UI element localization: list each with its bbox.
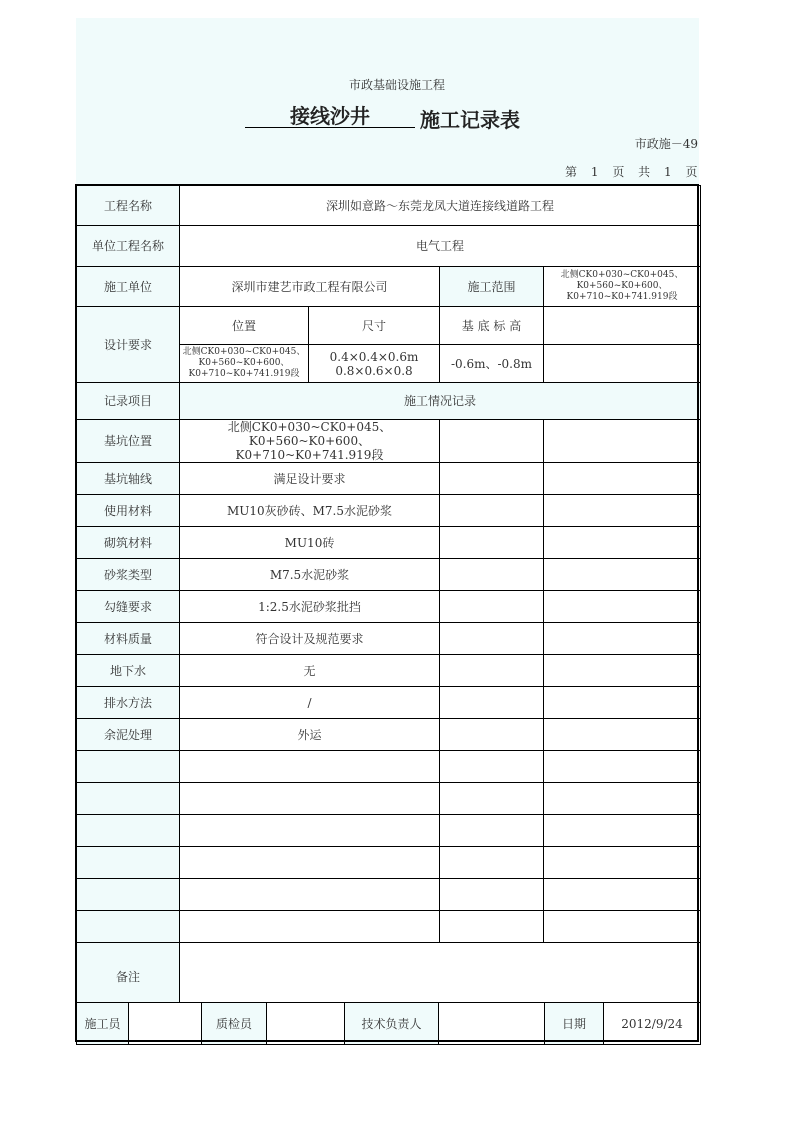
empty-cell <box>180 879 440 911</box>
record-value: / <box>180 687 440 719</box>
empty-cell <box>440 815 544 847</box>
table-row <box>77 559 701 591</box>
design-base-value: -0.6m、-0.8m <box>440 345 544 383</box>
empty-cell <box>440 911 544 943</box>
table-row <box>77 495 701 527</box>
empty-cell <box>180 911 440 943</box>
record-extra-2 <box>544 527 701 559</box>
record-label: 材料质量 <box>77 623 180 655</box>
page-total-prefix: 共 <box>638 165 651 179</box>
design-col-size: 尺寸 <box>309 307 440 345</box>
tech-label: 技术负责人 <box>345 1003 439 1045</box>
contractor-label: 施工单位 <box>77 267 180 307</box>
empty-cell <box>544 879 701 911</box>
record-label: 勾缝要求 <box>77 591 180 623</box>
project-name-label: 工程名称 <box>77 186 180 226</box>
unit-row <box>77 226 701 267</box>
design-col-empty <box>544 307 701 345</box>
empty-row <box>77 911 701 943</box>
record-value: 无 <box>180 655 440 687</box>
unit-value: 电气工程 <box>180 226 701 267</box>
record-extra-2 <box>544 420 701 463</box>
empty-cell <box>77 879 180 911</box>
record-extra-1 <box>440 420 544 463</box>
record-extra-2 <box>544 623 701 655</box>
page-total: 1 <box>664 165 672 179</box>
table-row <box>77 591 701 623</box>
form-category: 市政基础设施工程 <box>348 78 445 92</box>
record-extra-2 <box>544 495 701 527</box>
record-label: 砌筑材料 <box>77 527 180 559</box>
table-row <box>77 655 701 687</box>
inspector-label: 质检员 <box>202 1003 267 1045</box>
design-label: 设计要求 <box>77 307 180 383</box>
record-extra-1 <box>440 527 544 559</box>
worker-signature <box>129 1003 202 1045</box>
record-value: 符合设计及规范要求 <box>180 623 440 655</box>
table-row <box>77 719 701 751</box>
form-title: 施工记录表 <box>420 108 520 132</box>
empty-cell <box>77 783 180 815</box>
empty-row <box>77 879 701 911</box>
record-content-header: 施工情况记录 <box>180 383 701 420</box>
empty-cell <box>77 815 180 847</box>
record-value: MU10砖 <box>180 527 440 559</box>
date-label: 日期 <box>545 1003 604 1045</box>
empty-cell <box>440 879 544 911</box>
table-row <box>77 623 701 655</box>
empty-cell <box>544 847 701 879</box>
record-value: 满足设计要求 <box>180 463 440 495</box>
empty-cell <box>180 751 440 783</box>
empty-cell <box>77 847 180 879</box>
record-extra-1 <box>440 559 544 591</box>
tech-signature <box>439 1003 545 1045</box>
record-extra-2 <box>544 687 701 719</box>
record-label: 使用材料 <box>77 495 180 527</box>
design-header-row <box>77 307 701 345</box>
project-name-row <box>77 186 701 226</box>
record-value: 北侧CK0+030~CK0+045、K0+560~K0+600、K0+710~K0+741.919段 <box>180 420 440 463</box>
empty-cell <box>440 751 544 783</box>
table-row <box>77 527 701 559</box>
record-extra-2 <box>544 559 701 591</box>
empty-cell <box>544 783 701 815</box>
contractor-value: 深圳市建艺市政工程有限公司 <box>180 267 440 307</box>
empty-cell <box>440 783 544 815</box>
record-label: 余泥处理 <box>77 719 180 751</box>
empty-cell <box>180 847 440 879</box>
table-row <box>77 463 701 495</box>
record-item-header: 记录项目 <box>77 383 180 420</box>
empty-cell <box>544 911 701 943</box>
record-extra-2 <box>544 463 701 495</box>
records-header-row <box>77 383 701 420</box>
record-label: 排水方法 <box>77 687 180 719</box>
record-table <box>76 185 701 1012</box>
record-label: 砂浆类型 <box>77 559 180 591</box>
remarks-label: 备注 <box>77 943 180 1012</box>
project-name-value: 深圳如意路～东莞龙凤大道连接线道路工程 <box>180 186 701 226</box>
design-col-position: 位置 <box>180 307 309 345</box>
scope-value: 北侧CK0+030~CK0+045、K0+560~K0+600、K0+710~K0+741.919段 <box>544 267 701 307</box>
inspector-signature <box>267 1003 345 1045</box>
page-total-suffix: 页 <box>685 165 698 179</box>
record-extra-2 <box>544 719 701 751</box>
contractor-row <box>77 267 701 307</box>
empty-row <box>77 815 701 847</box>
record-label: 地下水 <box>77 655 180 687</box>
form-title-subject: 接线沙井 <box>290 104 370 128</box>
record-value: M7.5水泥砂浆 <box>180 559 440 591</box>
record-value: MU10灰砂砖、M7.5水泥砂浆 <box>180 495 440 527</box>
worker-label: 施工员 <box>77 1003 129 1045</box>
record-extra-1 <box>440 495 544 527</box>
design-size-line-1: 0.4×0.4×0.6m <box>329 349 419 364</box>
empty-cell <box>180 815 440 847</box>
empty-cell <box>544 815 701 847</box>
title-underline <box>245 127 415 128</box>
page-indicator <box>565 163 707 180</box>
record-value: 外运 <box>180 719 440 751</box>
unit-label: 单位工程名称 <box>77 226 180 267</box>
design-empty-value <box>544 345 701 383</box>
empty-cell <box>180 783 440 815</box>
record-extra-1 <box>440 623 544 655</box>
table-row <box>77 687 701 719</box>
page-suffix: 页 <box>612 165 625 179</box>
empty-row <box>77 783 701 815</box>
empty-cell <box>544 751 701 783</box>
record-extra-1 <box>440 655 544 687</box>
design-col-base: 基 底 标 高 <box>440 307 544 345</box>
record-extra-1 <box>440 463 544 495</box>
empty-cell <box>77 911 180 943</box>
empty-cell <box>440 847 544 879</box>
empty-row <box>77 847 701 879</box>
page-prefix: 第 <box>565 165 578 179</box>
empty-cell <box>77 751 180 783</box>
record-extra-1 <box>440 687 544 719</box>
record-extra-1 <box>440 591 544 623</box>
form-code: 市政施－49 <box>634 137 698 151</box>
record-extra-1 <box>440 719 544 751</box>
record-label: 基坑位置 <box>77 420 180 463</box>
date-value: 2012/9/24 <box>604 1003 701 1045</box>
page-current: 1 <box>590 165 599 179</box>
record-extra-2 <box>544 655 701 687</box>
table-row <box>77 420 701 463</box>
design-size-value <box>309 345 440 383</box>
empty-row <box>77 751 701 783</box>
record-value: 1:2.5水泥砂浆批挡 <box>180 591 440 623</box>
signature-row <box>76 1002 701 1045</box>
design-size-line-2: 0.8×0.6×0.8 <box>335 363 413 378</box>
record-label: 基坑轴线 <box>77 463 180 495</box>
scope-label: 施工范围 <box>440 267 544 307</box>
design-position-value: 北侧CK0+030~CK0+045、K0+560~K0+600、K0+710~K0+741.919段 <box>180 345 309 383</box>
record-extra-2 <box>544 591 701 623</box>
